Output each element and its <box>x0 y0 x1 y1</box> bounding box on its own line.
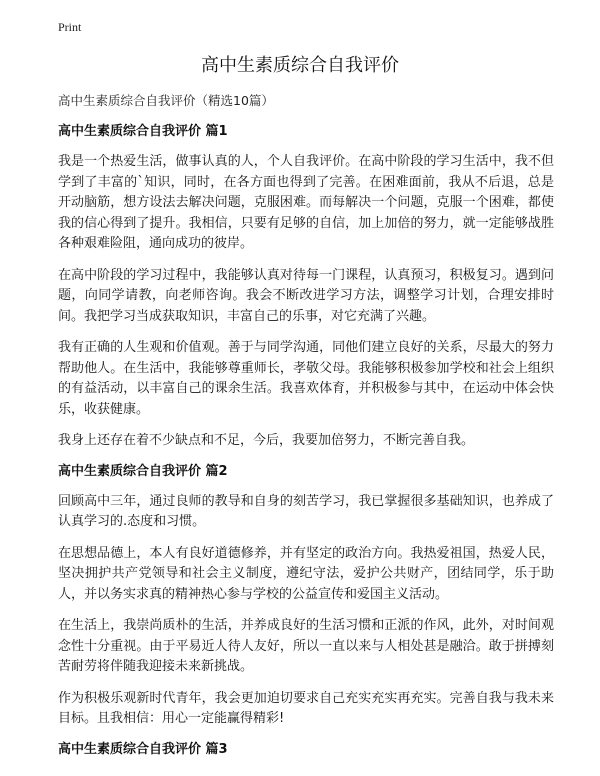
paragraph: 我有正确的人生观和价值观。善于与同学沟通，同他们建立良好的关系，尽最大的努力帮助他人。在生活中，我能够尊重师长，孝敬父母。我能够积极参加学校和社会上组织的有益活动，以丰富自己的课余生活。我喜欢体育，并积极参与其中，在运动中体会快乐，收获健康。 <box>58 340 554 417</box>
paragraph: 我是一个热爱生活，做事认真的人，个人自我评价。在高中阶段的学习生活中，我不但学到了丰富的`知识，同时，在各方面也得到了完善。在困难面前，我从不后退，总是开动脑筋，想方设法去解决问题，克服困难。而每解决一个问题，克服一个困难，都使我的信心得到了提升。我相信，只要有足够的自信，加上加倍的努力，就一定能够战胜各种艰难险阻，通向成功的彼岸。 <box>58 154 554 251</box>
paragraph: 在思想品德上，本人有良好道德修养，并有坚定的政治方向。我热爱祖国，热爱人民，坚决拥护共产党领导和社会主义制度，遵纪守法，爱护公共财产，团结同学，乐于助人，并以务实求真的精神热心参与学校的公益宣传和爱国主义活动。 <box>58 545 554 602</box>
page-title: 高中生素质综合自我评价 <box>201 55 399 76</box>
section-1 <box>58 123 554 452</box>
print-link[interactable]: Print <box>58 20 82 34</box>
section-2 <box>58 463 554 730</box>
article-body <box>58 123 554 770</box>
section-heading: 高中生素质综合自我评价 篇3 <box>58 741 228 757</box>
paragraph: 在高中阶段的学习过程中，我能够认真对待每一门课程，认真预习，积极复习。遇到问题，向同学请教，向老师咨询。我会不断改进学习方法，调整学习计划，合理安排时间。我把学习当成获取知识，丰富自己的乐事，对它充满了兴趣。 <box>58 267 554 324</box>
paragraph: 作为积极乐观新时代青年，我会更加迫切要求自己充实充实再充实。完善自我与我未来目标。且我相信：用心一定能赢得精彩! <box>58 690 554 726</box>
section-3 <box>58 741 554 759</box>
paragraph: 在生活上，我崇尚质朴的生活，并养成良好的生活习惯和正派的作风，此外，对时间观念性十分重视。由于平易近人待人友好，所以一直以来与人相处甚是融洽。敢于拼搏刻苦耐劳将伴随我迎接未来新挑战。 <box>58 618 554 674</box>
document-subtitle: 高中生素质综合自我评价（精选10篇） <box>58 93 274 108</box>
paragraph: 回顾高中三年，通过良师的教导和自身的刻苦学习，我已掌握很多基础知识，也养成了认真学习的.态度和习惯。 <box>58 493 554 529</box>
section-heading: 高中生素质综合自我评价 篇2 <box>58 463 228 479</box>
section-heading: 高中生素质综合自我评价 篇1 <box>58 124 228 139</box>
paragraph: 我身上还存在着不少缺点和不足，今后，我要加倍努力，不断完善自我。 <box>58 433 475 448</box>
